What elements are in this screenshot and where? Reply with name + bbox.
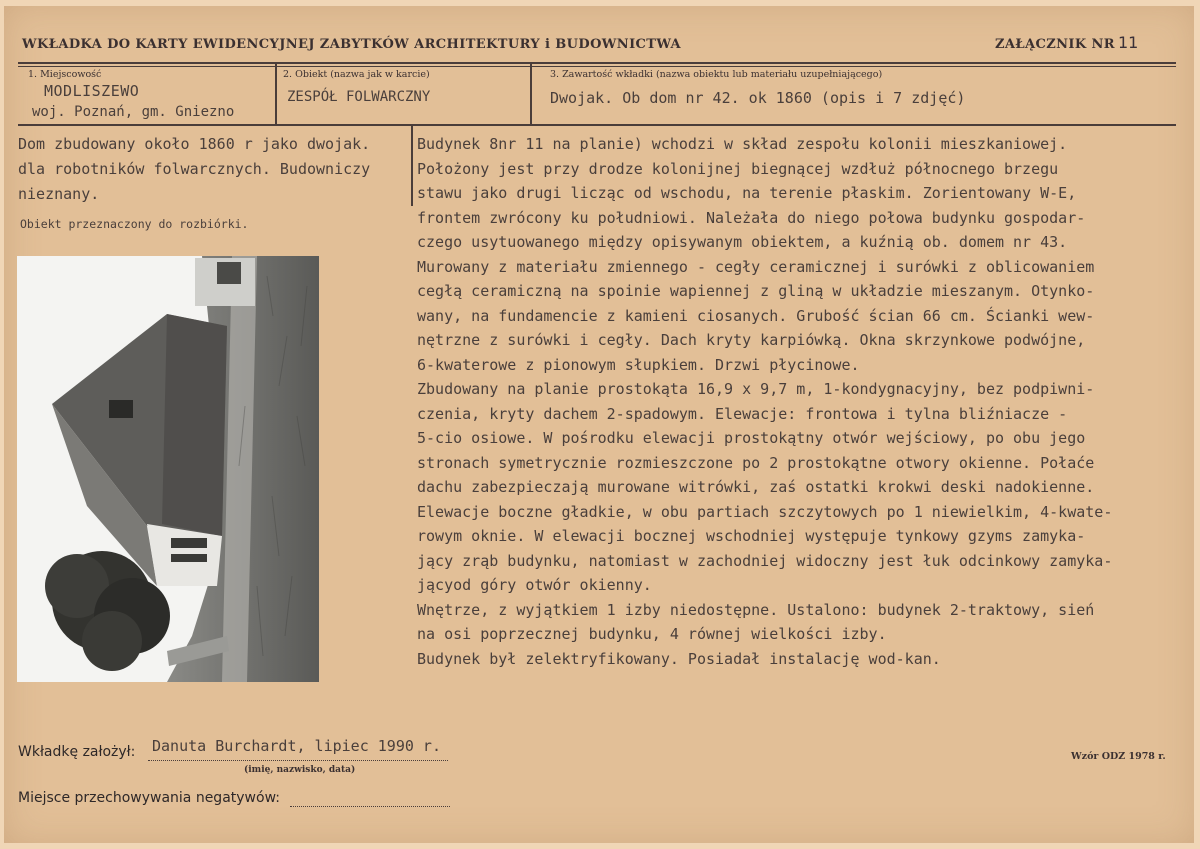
photo-illustration [17,256,319,682]
field-divider-2 [530,64,532,124]
region-value: woj. Poznań, gm. Gniezno [32,104,235,120]
demolition-note: Obiekt przeznaczony do rozbiórki. [20,217,249,231]
attachment-number: 11 [1118,33,1139,52]
object-value: ZESPÓŁ FOLWARCZNY [287,89,431,105]
creator-hint: (imię, nazwisko, data) [244,765,356,775]
field-divider-1 [275,64,277,124]
fields-rule-bottom [18,124,1176,126]
card-edge-left [0,0,4,849]
card-title: WKŁADKA DO KARTY EWIDENCYJNEJ ZABYTKÓW ARCHITEKTURY i BUDOWNICTWA [22,37,682,52]
card-edge-right [1194,0,1200,849]
header-rule-second [18,66,1176,67]
form-code: Wzór ODZ 1978 r. [1071,751,1166,762]
creator-label: Wkładkę założył: [18,744,136,760]
house-photo [17,256,319,682]
creator-dotline [148,760,448,761]
locality-value: MODLISZEWO [44,82,140,100]
description-text: Budynek 8nr 11 na planie) wchodzi w skład zespołu kolonii mieszkaniowej. Położony jest przy drodze kolonijnej biegnącej wzdłuż północnego brzegu stawu jako drugi licząc od wschodu, na terenie płaskim. Zorientowany W-E, frontem zwrócony ku południowi. Należała do niego połowa budynku gospodar- czego usytuowanego między opisywanym obiektem, a kuźnią ob. domem nr 43. Murowany z materiału zmiennego - cegły ceramicznej i surówki z oblicowaniem cegłą ceramiczną na spoinie wapiennej z gliną w układzie mieszanym. Otynko- wany, na fundamencie z kamieni ciosanych. Grubość ścian 66 cm. Ścianki wew- nętrzne z surówki i cegły. Dach kryty karpiówką. Okna skrzynkowe podwójne, 6-kwaterowe z pionowym słupkiem. Drzwi płycinowe. Zbudowany na planie prostokąta 16,9 x 9,7 m, 1-kondygnacyjny, bez podpiwni- czenia, kryty dachem 2-spadowym. Elewacje: frontowa i tylna bliźniacze - 5-cio osiowe. W pośrodku elewacji prostokątny otwór wejściowy, po obu jego stronach symetrycznie rozmieszczone po 2 prostokątne otwory okienne. Połaće dachu zabezpieczają murowane witrówki, zaś ostatki krokwi deski nadokienne. Elewacje boczne gładkie, w obu partiach szczytowych po 1 niewielkim, 4-kwate- rowym oknie. W elewacji bocznej wschodniej występuje tynkowy gzyms zamyka- jący zrąb budynku, natomiast w zachodniej widoczny jest łuk odcinkowy zamyka- jącyod góry otwór okienny. Wnętrze, z wyjątkiem 1 izby niedostępne. Ustalono: budynek 2-traktowy, sień na osi poprzecznej budynku, 4 równej wielkości izby. Budynek był zelektryfikowany. Posiadał instalację wod-kan. [417,135,1113,668]
negatives-label: Miejsce przechowywania negatywów: [18,790,280,806]
header-rule-top [18,62,1176,64]
content-value: Dwojak. Ob dom nr 42. ok 1860 (opis i 7 zdjęć) [550,89,966,107]
content-label: 3. Zawartość wkładki (nazwa obiektu lub materiału uzupełniającego) [550,69,883,80]
negatives-dotline [290,806,450,807]
history-text: Dom zbudowany około 1860 r jako dwojak. dla robotników folwarcznych. Budowniczy nieznany. [18,135,371,203]
locality-label: 1. Miejscowość [28,69,102,80]
card-edge-top [0,0,1200,6]
object-label: 2. Obiekt (nazwa jak w karcie) [283,69,430,80]
card-edge-bottom [0,843,1200,849]
creator-value: Danuta Burchardt, lipiec 1990 r. [152,737,441,755]
attachment-label: ZAŁĄCZNIK NR [995,37,1116,52]
